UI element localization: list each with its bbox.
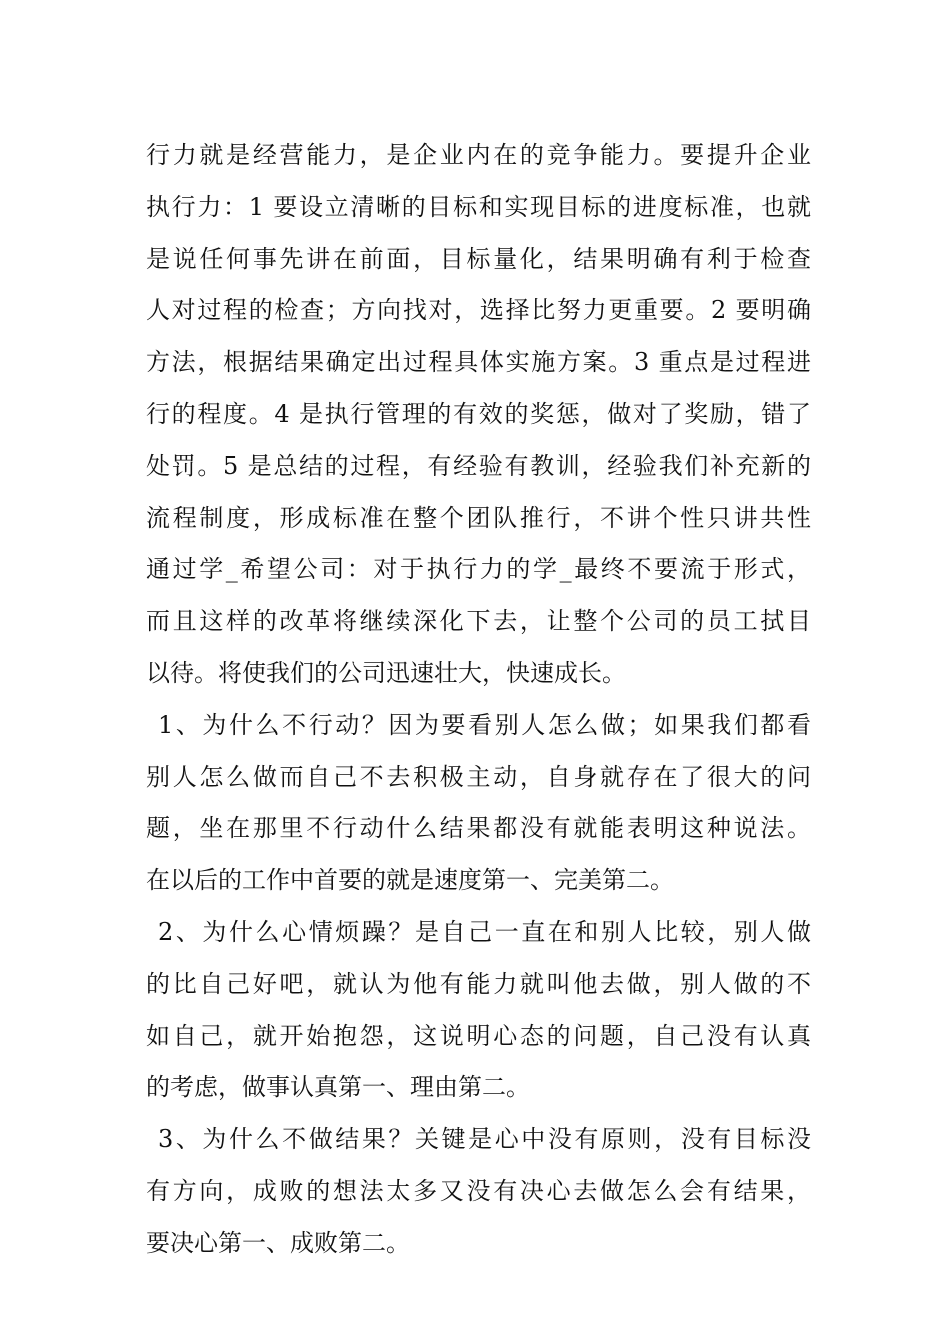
text-line: 而且这样的改革将继续深化下去，让整个公司的员工拭目 <box>146 607 811 636</box>
text-line: 有方向，成败的想法太多又没有决心去做怎么会有结果， <box>146 1176 811 1205</box>
text-line: 行的程度。4 是执行管理的有效的奖惩，做对了奖励，错了 <box>146 399 811 428</box>
text-line: 在以后的工作中首要的就是速度第一、完美第二。 <box>146 866 674 895</box>
text-line: 人对过程的检查；方向找对，选择比努力更重要。2 要明确 <box>146 296 811 325</box>
text-line: 行力就是经营能力，是企业内在的竞争能力。要提升企业 <box>146 141 811 169</box>
text-line: 以待。将使我们的公司迅速壮大，快速成长。 <box>146 658 626 687</box>
text-line: 2、为什么心情烦躁？是自己一直在和别人比较，别人做 <box>158 917 811 946</box>
text-line: 1、为什么不行动？因为要看别人怎么做；如果我们都看 <box>158 710 811 739</box>
text-line: 方法，根据结果确定出过程具体实施方案。3 重点是过程进 <box>146 348 811 377</box>
text-line: 流程制度，形成标准在整个团队推行，不讲个性只讲共性 <box>146 503 811 532</box>
document-body <box>146 130 811 1270</box>
text-line: 题，坐在那里不行动什么结果都没有就能表明这种说法。 <box>146 814 811 843</box>
text-line: 执行力：1 要设立清晰的目标和实现目标的进度标准，也就 <box>146 192 811 221</box>
text-line: 3、为什么不做结果？关键是心中没有原则，没有目标没 <box>158 1125 811 1154</box>
text-line: 要决心第一、成败第二。 <box>146 1228 410 1257</box>
text-line: 的考虑，做事认真第一、理由第二。 <box>146 1073 530 1102</box>
text-line: 是说任何事先讲在前面，目标量化，结果明确有利于检查 <box>146 244 811 273</box>
text-line: 通过学_希望公司：对于执行力的学_最终不要流于形式， <box>146 555 811 584</box>
text-line: 如自己，就开始抱怨，这说明心态的问题，自己没有认真 <box>146 1021 811 1050</box>
text-line: 别人怎么做而自己不去积极主动，自身就存在了很大的问 <box>146 762 811 791</box>
text-line: 的比自己好吧，就认为他有能力就叫他去做，别人做的不 <box>146 969 811 998</box>
text-line: 处罚。5 是总结的过程，有经验有教训，经验我们补充新的 <box>146 451 811 480</box>
